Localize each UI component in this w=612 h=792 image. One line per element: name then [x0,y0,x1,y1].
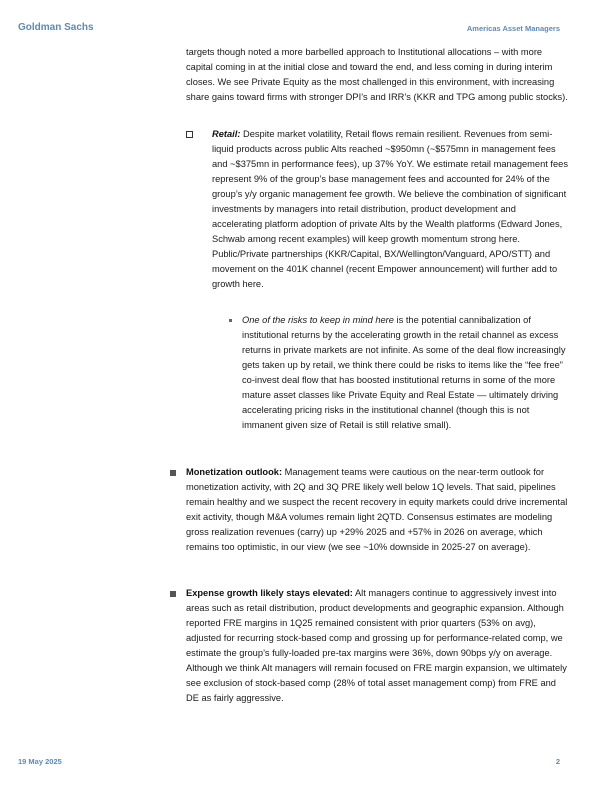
intro-paragraph: targets though noted a more barbelled approach to Institutional allocations – with more capital coming in at the initial close and toward the end, and less coming in during interim closes. We see Private Equity as the most challenged in this environment, with increasing share gains toward firms with stronger DPI’s and IRR’s (KKR and TPG among public stocks). [186,47,568,102]
brand-logo-text: Goldman Sachs [18,22,94,33]
filled-square-bullet-icon [170,470,176,476]
risk-body: is the potential cannibalization of institutional returns by the accelerating growth in the retail channel as excess returns in private markets are not infinite. As some of the deal flow increasingly gets taken up by retail, we think there could be risks to items like the “fee free” co-invest deal flow that has boosted institutional returns in some of the more mature asset classes like Private Equity and Real Estate — ultimately driving accelerating pricing risks in the institutional channel (though this is not immanent given size of Retail is still relative small). [242,315,566,430]
filled-square-bullet-icon [170,591,176,597]
retail-text [212,127,568,292]
page-header [0,0,612,40]
risk-text [242,313,568,433]
monetization-bullet [170,465,568,555]
risk-italic-lead: One of the risks to keep in mind here [242,315,394,325]
expense-text [186,586,568,706]
risk-subbullet [226,313,568,433]
monetization-label: Monetization outlook: [186,467,283,477]
small-square-bullet-icon [229,319,232,322]
monetization-text [186,465,568,555]
retail-bullet [186,127,568,292]
retail-body: Despite market volatility, Retail flows remain resilient. Revenues from semi-liquid products across public Alts reached ~$950mn (~$575mn in management fees and ~$375mn in performance fees), up 37% YoY. We estimate retail management fees represent 9% of the group’s base management fees and accounted for 24% of the group’s y/y organic management fee growth. We believe the combination of significant investments by managers into retail distribution, product development and accelerating platform adoption of private Alts by the Wealth platforms (Edward Jones, Schwab among recent examples) will keep growth momentum strong here. Public/Private partnerships (KKR/Capital, BX/Wellington/Vanguard, APO/STT) and movement on the 401K channel (recent Empower announcement) will further add to growth here. [212,129,568,289]
expense-label: Expense growth likely stays elevated: [186,588,353,598]
report-section-title: Americas Asset Managers [466,24,560,33]
footer-date: 19 May 2025 [18,757,62,766]
page-number: 2 [555,757,560,766]
hollow-square-bullet-icon [186,131,193,138]
expense-bullet [170,586,568,706]
monetization-body: Management teams were cautious on the near-term outlook for monetization activity, with 2Q and 3Q PRE likely well below 1Q levels. That said, pipelines remain healthy and we suspect the recent recovery in equity markets could drive incremental exit activity, though M&A volumes remain light 2QTD. Consensus estimates are modeling gross realization revenues (carry) up +29% 2025 and +57% in 2026 on average, which remains too optimistic, in our view (we see ~10% downside in 2025-27 on average). [186,467,568,552]
retail-label: Retail: [212,129,241,139]
expense-body: Alt managers continue to aggressively invest into areas such as retail distribution, product developments and geographic expansion. Although reported FRE margins in 1Q25 remained consistent with prior quarters (53% on avg), adjusted for recurring stock-based comp and grossing up for performance-related comp, we estimate the group’s fully-loaded pre-tax margins were 36%, down 90bps y/y on average. Although we think Alt managers will remain focused on FRE margin expansion, we ultimately see exclusion of stock-based comp (28% of total asset management comp) from FRE and DE as fairly aggressive. [186,588,567,703]
